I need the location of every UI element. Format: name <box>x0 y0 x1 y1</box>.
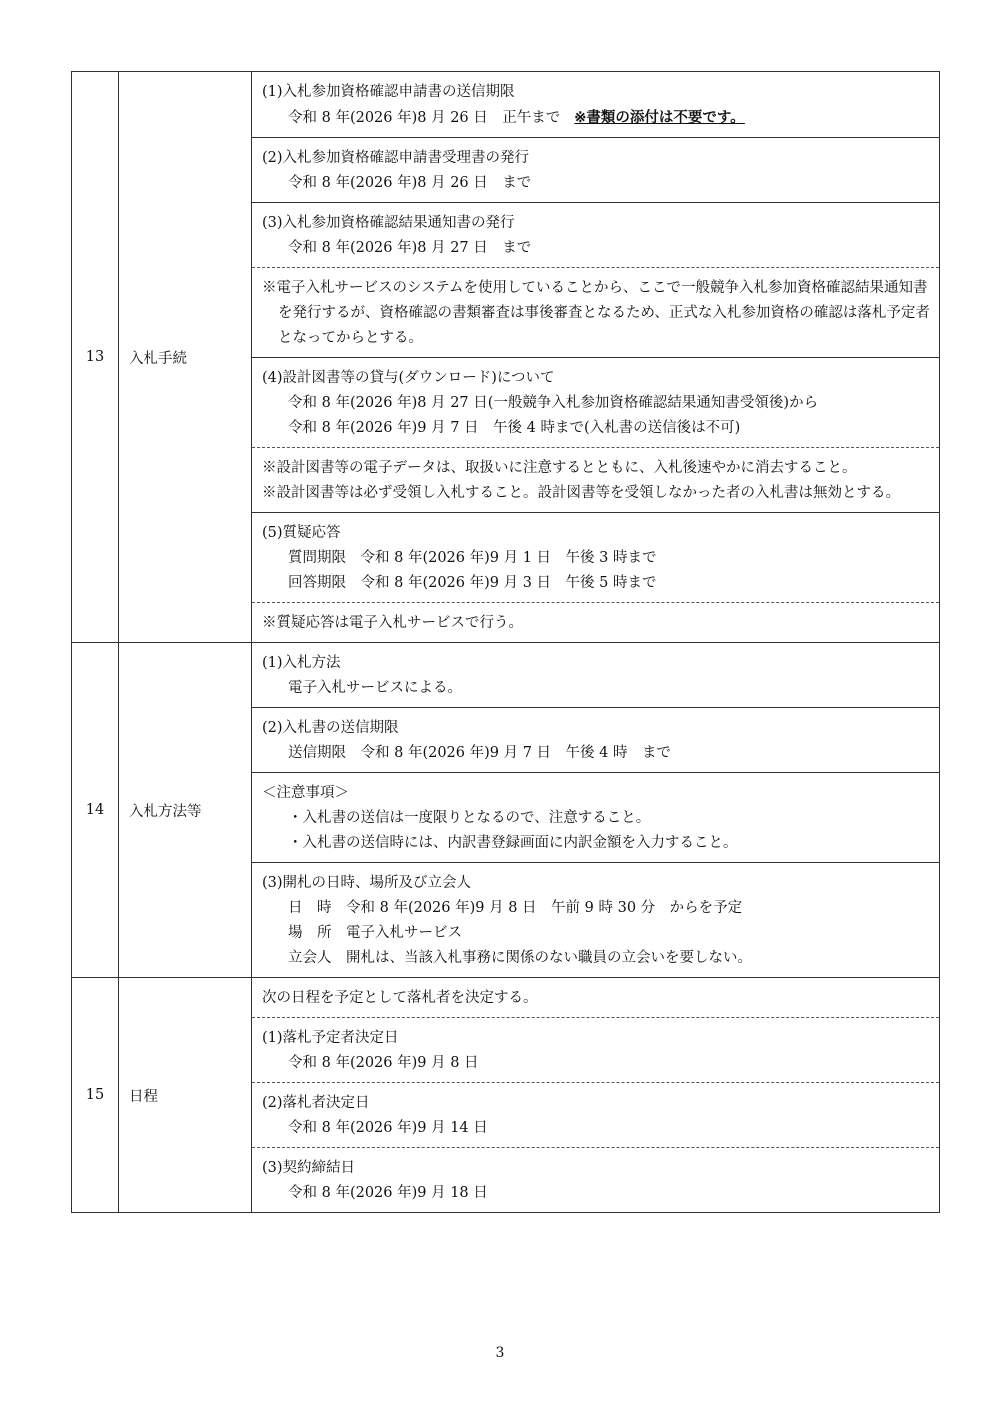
tentative-decision-block <box>252 1017 939 1082</box>
row-body <box>252 643 940 978</box>
design-docs-block <box>252 357 939 447</box>
block-line: 令和 8 年(2026 年)8 月 26 日 まで <box>288 175 532 191</box>
block-line: 令和 8 年(2026 年)9 月 7 日 午後 4 時まで(入札書の送信後は不可) <box>288 420 741 436</box>
intro-text: 次の日程を予定として落札者を決定する。 <box>262 990 538 1006</box>
row-number: 13 <box>72 72 119 643</box>
row-number: 15 <box>72 978 119 1213</box>
block-line: 日 時 令和 8 年(2026 年)9 月 8 日 午前 9 時 30 分 からを予定 <box>288 900 743 916</box>
block-title: (4)設計図書等の貸与(ダウンロード)について <box>262 370 555 386</box>
block-line: 令和 8 年(2026 年)8 月 27 日 まで <box>288 240 532 256</box>
note-block <box>252 267 939 357</box>
table-row <box>72 978 940 1213</box>
block-line: 立会人 開札は、当該入札事務に関係のない職員の立会いを要しない。 <box>288 950 752 966</box>
block-line: 令和 8 年(2026 年)8 月 27 日(一般競争入札参加資格確認結果通知書受領後)から <box>288 395 819 411</box>
block-title: (3)契約締結日 <box>262 1160 356 1176</box>
note-block <box>252 447 939 512</box>
note-text: ※設計図書等の電子データは、取扱いに注意するとともに、入札後速やかに消去すること。 <box>262 460 857 476</box>
bid-deadline-block <box>252 707 939 772</box>
caution-block <box>252 772 939 862</box>
note-text: ※設計図書等は必ず受領し入札すること。設計図書等を受領しなかった者の入札書は無効とする。 <box>262 485 900 501</box>
row-body <box>252 72 940 643</box>
page-number: 3 <box>495 1345 505 1361</box>
schedule-intro <box>252 978 939 1017</box>
block-line: 送信期限 令和 8 年(2026 年)9 月 7 日 午後 4 時 まで <box>288 745 671 761</box>
row-body <box>252 978 940 1213</box>
block-title: (2)落札者決定日 <box>262 1095 370 1111</box>
table-row <box>72 643 940 978</box>
table-row <box>72 72 940 643</box>
attachment-note: ※書類の添付は不要です。 <box>574 109 745 126</box>
qa-block <box>252 512 939 602</box>
block-title: (3)開札の日時、場所及び立会人 <box>262 875 472 891</box>
bid-method-block <box>252 643 939 707</box>
schedule-table <box>71 71 940 1213</box>
block-title: ＜注意事項＞ <box>262 785 349 801</box>
contract-date-block <box>252 1147 939 1212</box>
note-text: ※電子入札サービスのシステムを使用していることから、ここで一般競争入札参加資格確認結果通知書を発行するが、資格確認の書類審査は事後審査となるため、正式な入札参加資格の確認は落札予定者となってからとする。 <box>262 280 930 346</box>
block-title: (1)入札方法 <box>262 655 341 671</box>
block-title: (2)入札参加資格確認申請書受理書の発行 <box>262 150 530 166</box>
block-title: (1)落札予定者決定日 <box>262 1030 399 1046</box>
deadline-text: 令和 8 年(2026 年)8 月 26 日 正午まで <box>288 110 561 126</box>
row-item-label: 日程 <box>119 978 252 1213</box>
block-title: (5)質疑応答 <box>262 525 341 541</box>
submission-deadline-block <box>252 72 939 137</box>
block-line: ・入札書の送信時には、内訳書登録画面に内訳金額を入力すること。 <box>288 835 738 851</box>
note-block <box>252 602 939 642</box>
block-line: ・入札書の送信は一度限りとなるので、注意すること。 <box>288 810 651 826</box>
block-title: (1)入札参加資格確認申請書の送信期限 <box>262 84 515 100</box>
note-text: ※質疑応答は電子入札サービスで行う。 <box>262 615 523 631</box>
result-notice-block <box>252 202 939 267</box>
row-item-label: 入札方法等 <box>119 643 252 978</box>
block-line <box>262 105 931 131</box>
block-line: 令和 8 年(2026 年)9 月 8 日 <box>288 1055 479 1071</box>
block-line: 場 所 電子入札サービス <box>288 925 462 941</box>
block-title: (2)入札書の送信期限 <box>262 720 399 736</box>
winner-decision-block <box>252 1082 939 1147</box>
block-title: (3)入札参加資格確認結果通知書の発行 <box>262 215 515 231</box>
block-line: 令和 8 年(2026 年)9 月 18 日 <box>288 1185 488 1201</box>
bid-opening-block <box>252 862 939 977</box>
block-line: 令和 8 年(2026 年)9 月 14 日 <box>288 1120 488 1136</box>
receipt-issue-block <box>252 137 939 202</box>
block-line: 電子入札サービスによる。 <box>288 680 462 696</box>
block-line: 質問期限 令和 8 年(2026 年)9 月 1 日 午後 3 時まで <box>288 550 657 566</box>
row-item-label: 入札手続 <box>119 72 252 643</box>
block-line: 回答期限 令和 8 年(2026 年)9 月 3 日 午後 5 時まで <box>288 575 657 591</box>
row-number: 14 <box>72 643 119 978</box>
